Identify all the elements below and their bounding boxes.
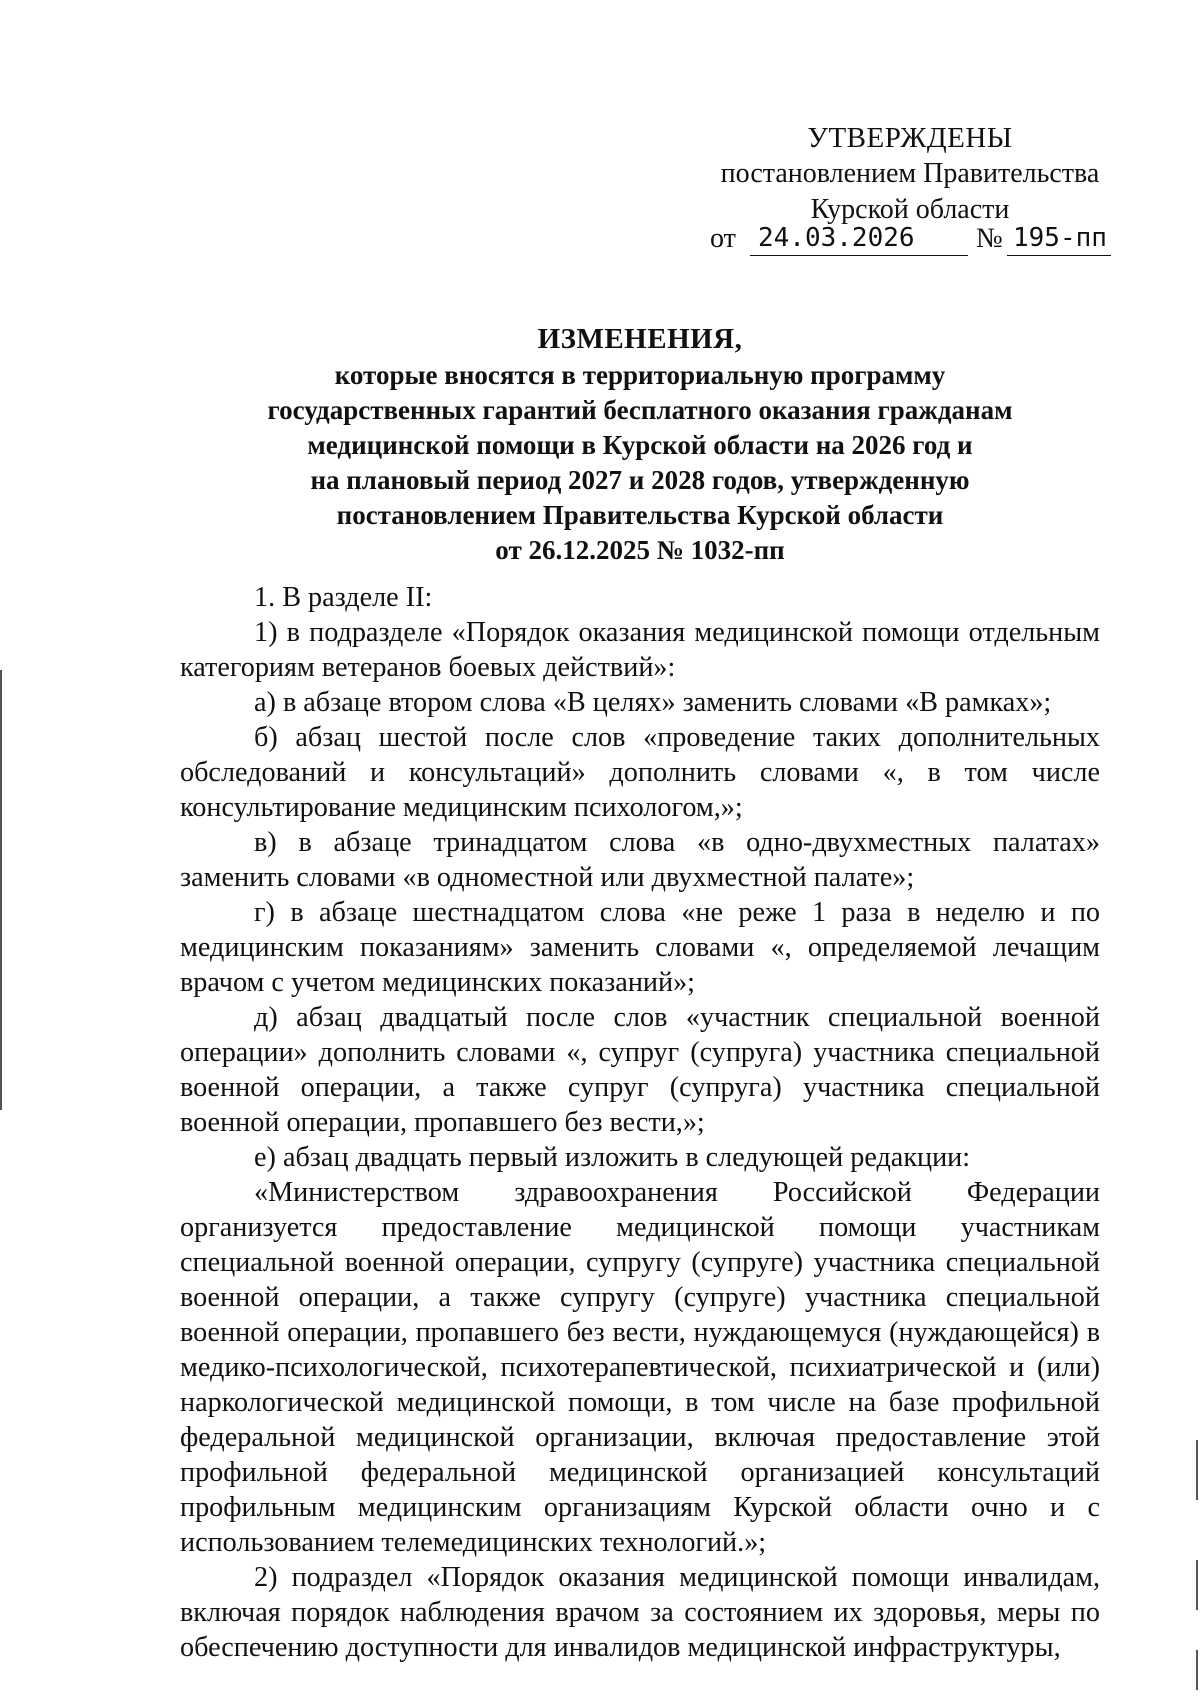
heading-line: государственных гарантий бесплатного оказания гражданам [267, 395, 1013, 425]
scan-edge-mark [1196, 1440, 1198, 1500]
registration-line [710, 223, 1110, 259]
heading-line: медицинской помощи в Курской области на 2026 год и [307, 430, 973, 460]
heading-line: от 26.12.2025 № 1032-пп [495, 535, 785, 565]
scan-edge-mark [1196, 1560, 1198, 1610]
number-prefix: № [976, 223, 1003, 254]
paragraph: 1) в подразделе «Порядок оказания медицинской помощи отдельным категориям ветеранов боевых действий»: [180, 617, 1100, 683]
paragraph: д) абзац двадцатый после слов «участник специальной военной операции» дополнить словами «, супруг (супруга) участника специальной военной операции, а также супруг (супруга) участника специальной военной операции, пропавшего без вести,»; [180, 1002, 1100, 1138]
document-heading [180, 320, 1100, 568]
paragraph: в) в абзаце тринадцатом слова «в одно-двухместных палатах» заменить словами «в одноместной или двухместной палате»; [180, 827, 1100, 893]
paragraph: «Министерством здравоохранения Российской Федерации организуется предоставление медицинской помощи участникам специальной военной операции, супругу (супруге) участника специальной военной операции, а также супругу (супруге) участника специальной военной операции, пропавшего без вести, нуждающемуся (нуждающейся) в медико-психологической, психотерапевтической, психиатрической и (или) наркологической медицинской помощи, в том числе на базе профильной федеральной медицинской организации, включая предоставление этой профильной федеральной медицинской организацией консультаций профильным медицинским организациям Курской области очно и с использованием телемедицинских технологий.»; [180, 1177, 1100, 1558]
registration-date: 24.03.2026 [750, 223, 968, 256]
document-body [180, 580, 1100, 1665]
approval-title: УТВЕРЖДЕНЫ [807, 122, 1013, 154]
paragraph: б) абзац шестой после слов «проведение таких дополнительных обследований и консультаций» дополнить словами «, в том числе консультирование медицинским психологом,»; [180, 722, 1100, 823]
paragraph: е) абзац двадцать первый изложить в следующей редакции: [254, 1142, 971, 1173]
heading-line: на плановый период 2027 и 2028 годов, утвержденную [310, 465, 970, 495]
paragraph: а) в абзаце втором слова «В целях» заменить словами «В рамках»; [254, 687, 1052, 718]
scan-edge-mark [0, 670, 2, 1110]
heading-line: которые вносятся в территориальную программу [334, 360, 946, 390]
paragraph: 2) подраздел «Порядок оказания медицинской помощи инвалидам, включая порядок наблюдения врачом за состоянием их здоровья, меры по обеспечению доступности для инвалидов медицинской инфраструктуры, [180, 1562, 1100, 1663]
approval-line-1: постановлением Правительства [720, 158, 1100, 189]
heading-title: ИЗМЕНЕНИЯ, [537, 323, 743, 355]
registration-number: 195-пп [1007, 223, 1111, 256]
date-prefix: от [710, 223, 736, 254]
paragraph: 1. В разделе II: [254, 582, 433, 613]
approval-line-2: Курской области [810, 194, 1010, 225]
paragraph: г) в абзаце шестнадцатом слова «не реже 1 раза в неделю и по медицинским показаниям» заменить словами «, определяемой лечащим врачом с учетом медицинских показаний»; [180, 897, 1100, 998]
heading-line: постановлением Правительства Курской области [336, 500, 944, 530]
scan-edge-mark [1196, 1650, 1198, 1690]
approval-block [690, 120, 1110, 228]
